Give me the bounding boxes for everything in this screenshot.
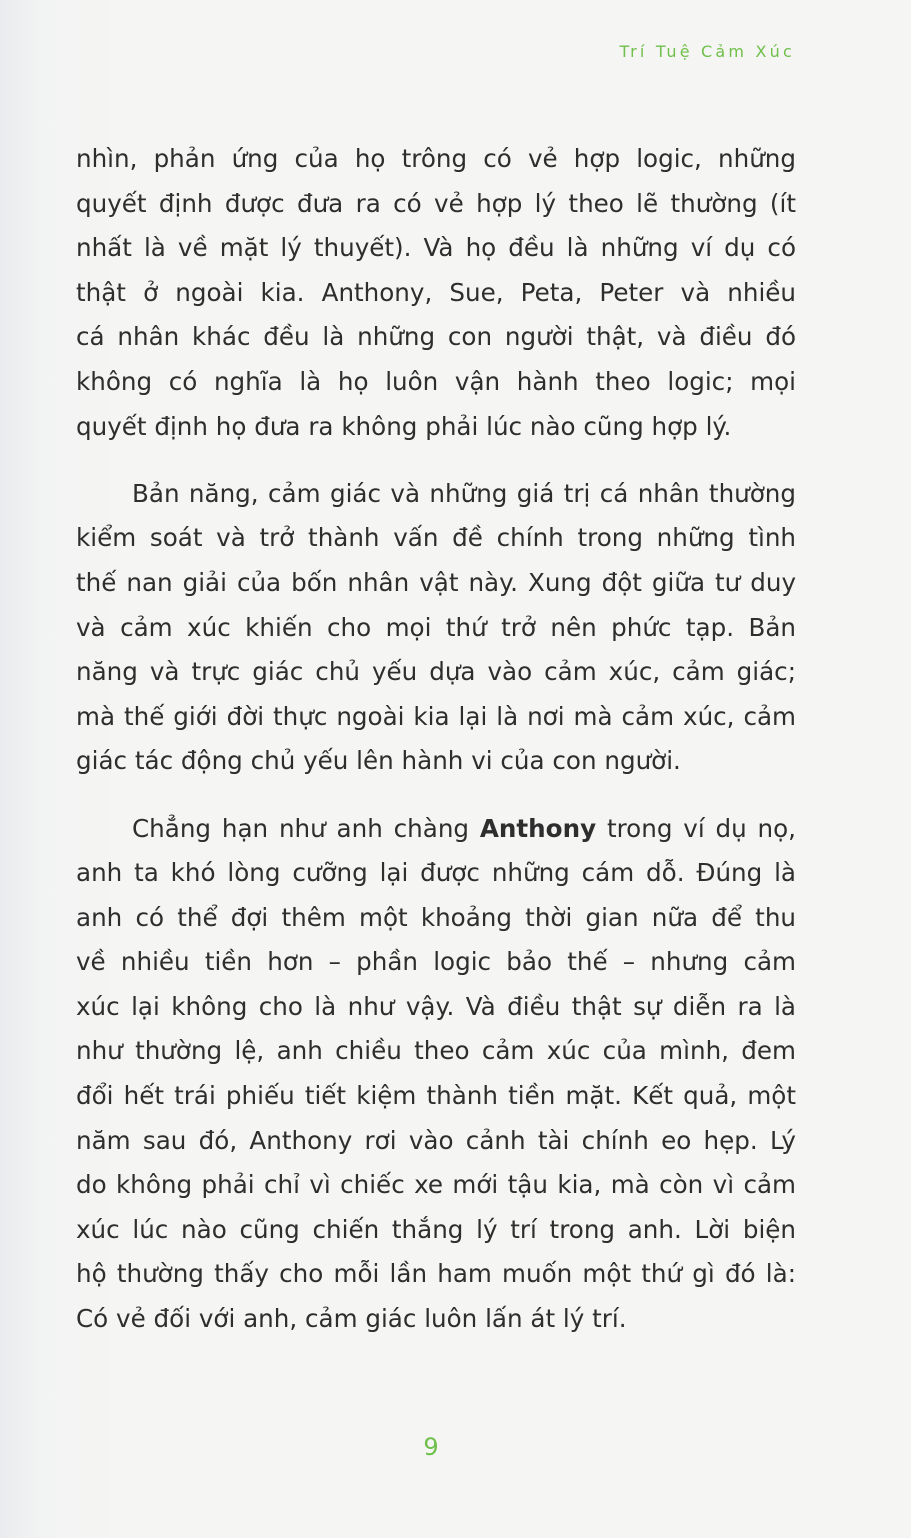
paragraph-1 <box>76 137 796 449</box>
text-line: năng và trực giác chủ yếu dựa vào cảm xúc, cảm giác; <box>76 657 796 687</box>
paragraph-3 <box>76 807 796 1342</box>
page-number: 9 <box>423 1433 439 1461</box>
text-line: quyết định được đưa ra có vẻ hợp lý theo lẽ thường (ít <box>76 188 796 218</box>
text-line: giác tác động chủ yếu lên hành vi của con người. <box>76 746 681 776</box>
text-line-first <box>76 807 796 852</box>
text-line: xúc lúc nào cũng chiến thắng lý trí trong anh. Lời biện <box>76 1214 796 1244</box>
text-run: trong ví dụ nọ, <box>596 813 796 843</box>
text-line: đổi hết trái phiếu tiết kiệm thành tiền mặt. Kết quả, một <box>76 1081 796 1111</box>
text-line: cá nhân khác đều là những con người thật, và điều đó <box>76 322 796 352</box>
running-header-title: Trí Tuệ Cảm Xúc <box>619 42 795 61</box>
text-line: kiểm soát và trở thành vấn đề chính trong những tình <box>76 523 796 553</box>
text-line: mà thế giới đời thực ngoài kia lại là nơi mà cảm xúc, cảm <box>76 701 796 731</box>
text-line: xúc lại không cho là như vậy. Và điều thật sự diễn ra là <box>76 991 796 1021</box>
body-text <box>76 137 796 1364</box>
text-line: về nhiều tiền hơn – phần logic bảo thế – nhưng cảm <box>76 947 796 977</box>
text-run: Chẳng hạn như anh chàng <box>132 813 480 843</box>
text-line: năm sau đó, Anthony rơi vào cảnh tài chính eo hẹp. Lý <box>76 1125 796 1155</box>
bold-name-anthony: Anthony <box>479 813 597 843</box>
text-line: thật ở ngoài kia. Anthony, Sue, Peta, Peter và nhiều <box>76 277 796 307</box>
paragraph-2 <box>76 472 796 784</box>
text-line: Bản năng, cảm giác và những giá trị cá nhân thường <box>132 478 796 508</box>
text-line: và cảm xúc khiến cho mọi thứ trở nên phức tạp. Bản <box>76 612 796 642</box>
text-line: không có nghĩa là họ luôn vận hành theo logic; mọi <box>76 366 796 396</box>
text-line: hộ thường thấy cho mỗi lần ham muốn một thứ gì đó là: <box>76 1259 796 1289</box>
text-line: Có vẻ đối với anh, cảm giác luôn lấn át lý trí. <box>76 1304 627 1334</box>
text-line: nhất là về mặt lý thuyết). Và họ đều là những ví dụ có <box>76 233 796 263</box>
text-line: nhìn, phản ứng của họ trông có vẻ hợp logic, những <box>76 144 796 173</box>
text-line: thế nan giải của bốn nhân vật này. Xung đột giữa tư duy <box>76 567 796 597</box>
text-line: do không phải chỉ vì chiếc xe mới tậu kia, mà còn vì cảm <box>76 1170 796 1200</box>
text-line: như thường lệ, anh chiều theo cảm xúc của mình, đem <box>76 1036 796 1066</box>
text-line: anh ta khó lòng cưỡng lại được những cám dỗ. Đúng là <box>76 858 796 888</box>
text-line: anh có thể đợi thêm một khoảng thời gian nữa để thu <box>76 902 796 932</box>
text-line: quyết định họ đưa ra không phải lúc nào cũng hợp lý. <box>76 411 732 441</box>
